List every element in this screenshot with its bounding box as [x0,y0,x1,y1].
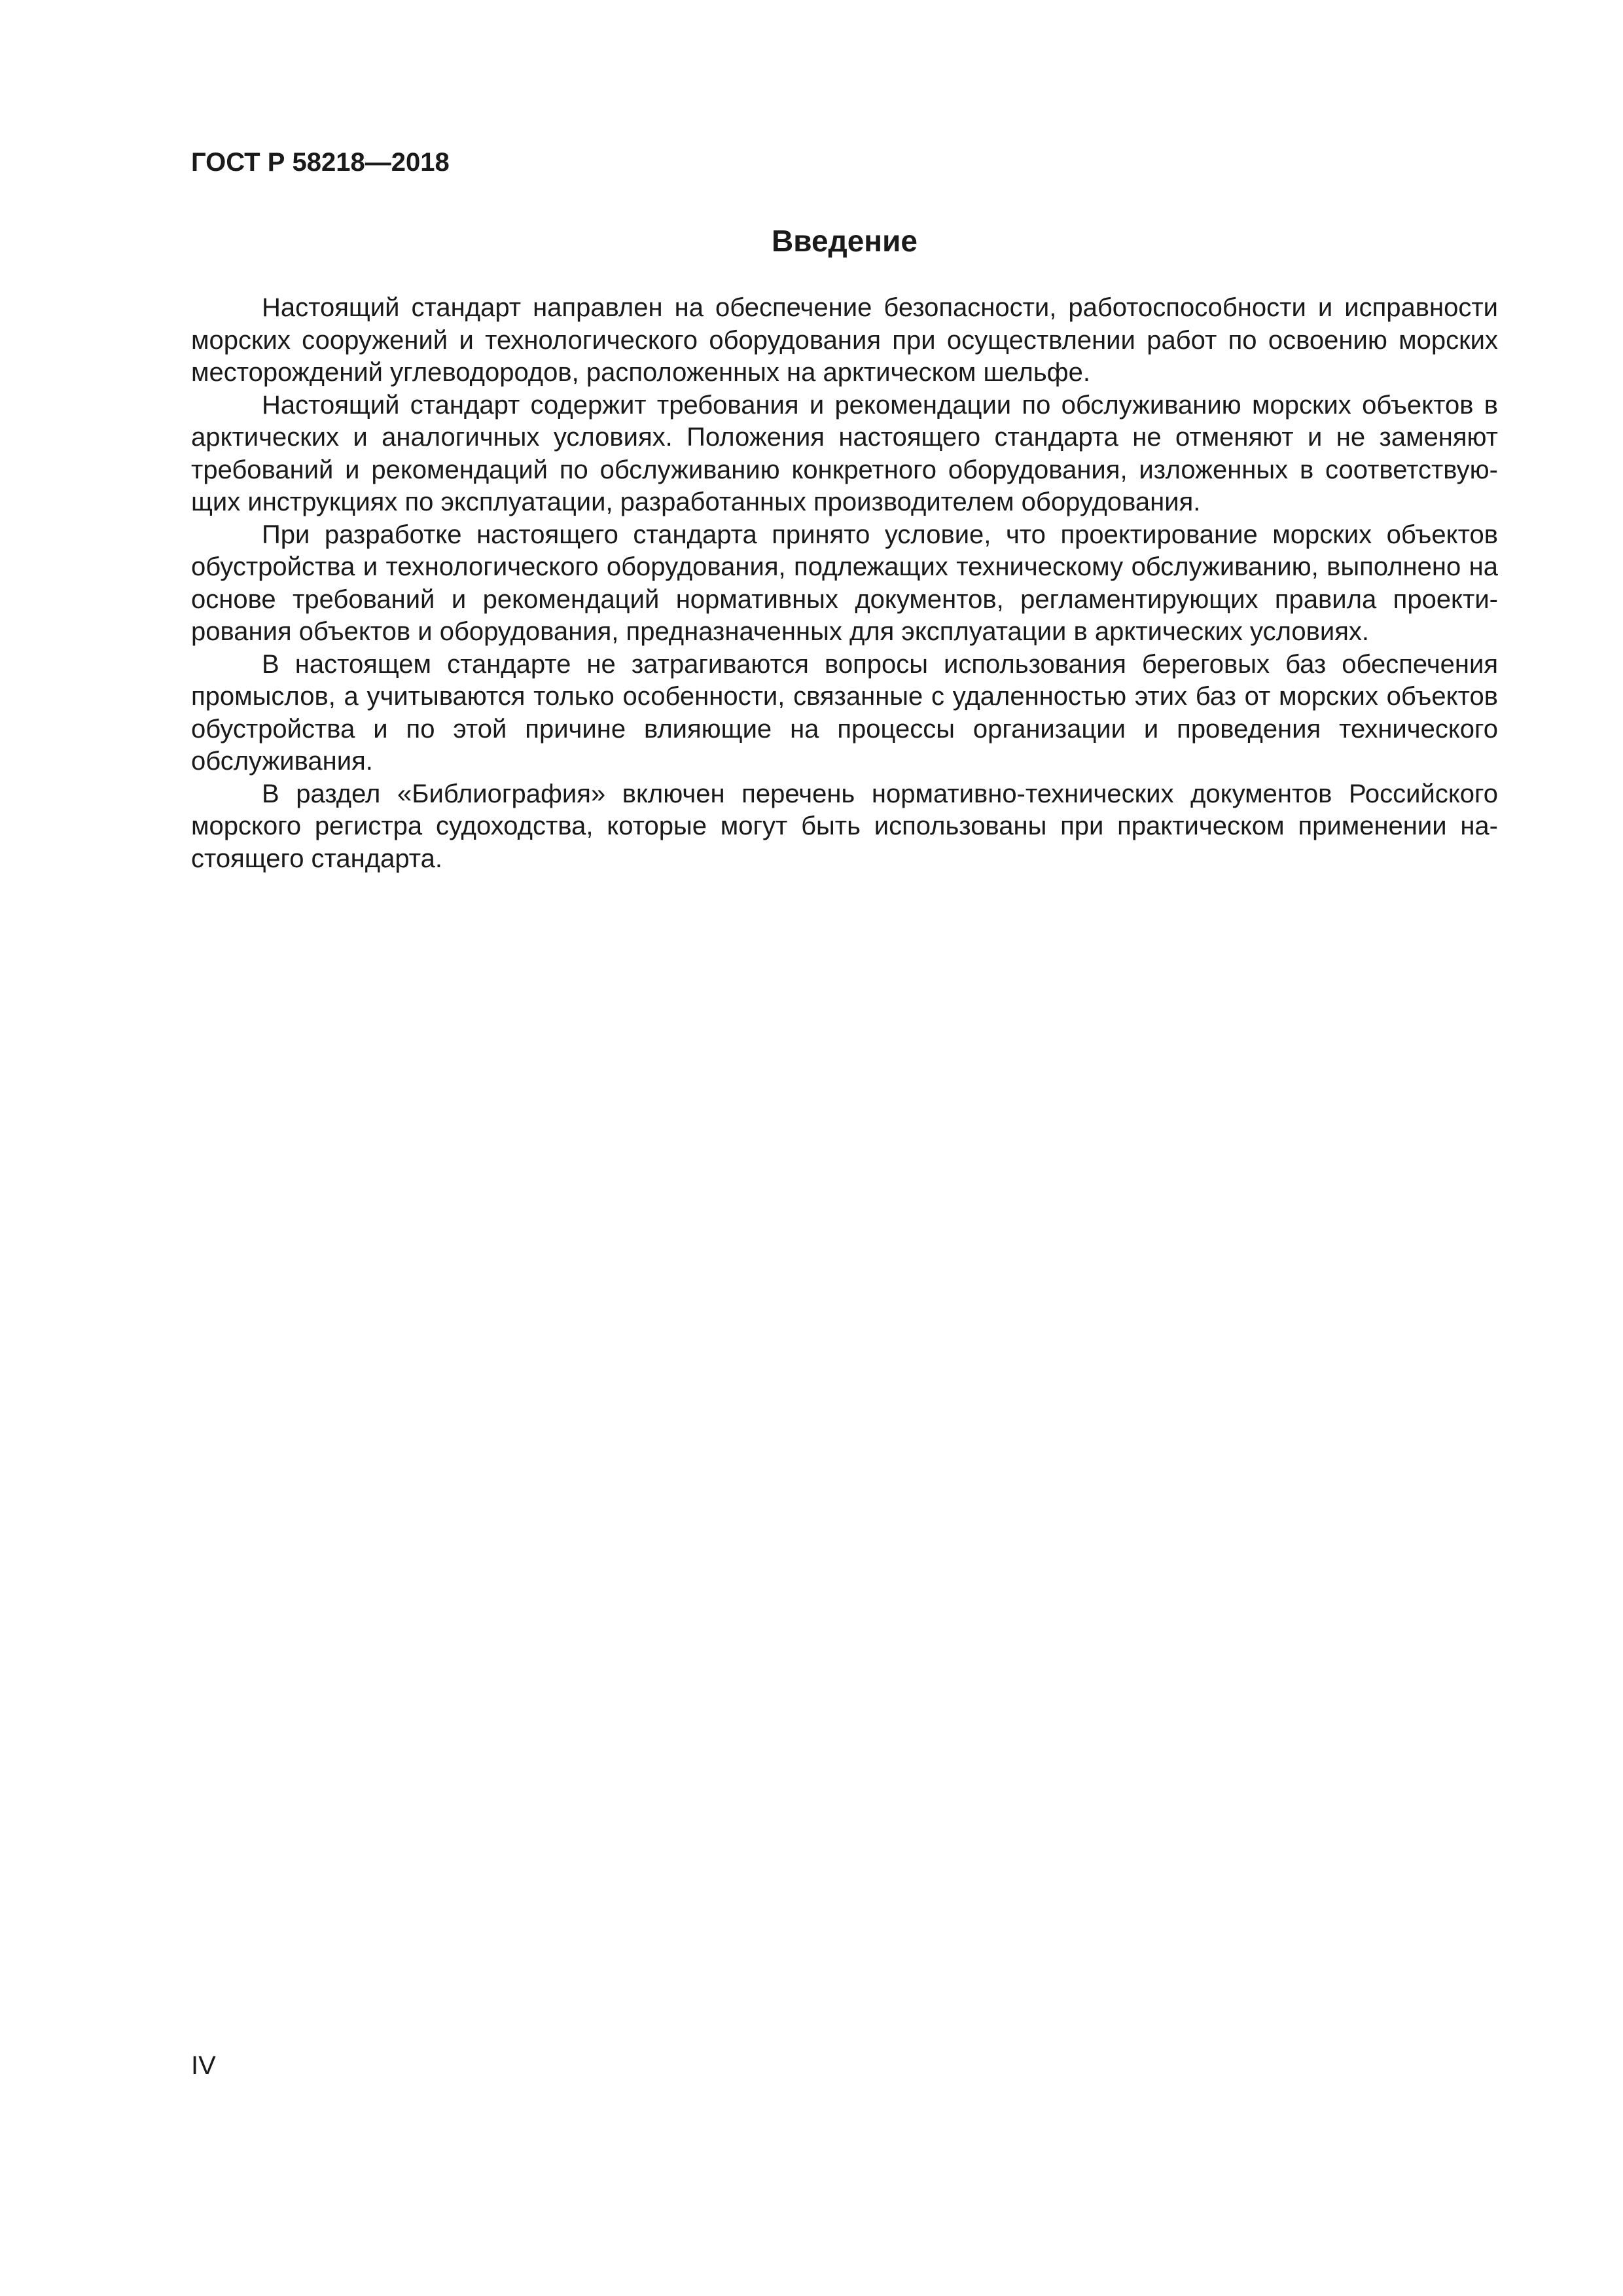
paragraph: Настоящий стандарт направлен на обеспечение безопасности, работоспособности и исправности морских сооружений и технологического оборудования при осуществлении работ по освоению морских месторождений углеводородов, расположенных на арктическом шельфе. [191,293,1498,387]
paragraph: В настоящем стандарте не затрагиваются вопросы использования береговых баз обеспечения промыслов, а учитываются только особенности, связанные с удаленностью этих баз от морских объектов обустройства и по этой причине влияющие на процессы организации и проведения технического обслуживания. [191,649,1498,776]
page-number: IV [191,2051,216,2080]
paragraph: Настоящий стандарт содержит требования и рекомендации по обслуживанию морских объектов в арктических и аналогичных условиях. Положения настоящего стандарта не отменяют и не заменяют требований и рекомендаций по обслуживанию конкретного оборудования, изложенных в соответствующих инструкциях по эксплуатации, разработанных производителем оборудования. [191,390,1498,516]
paragraph: При разработке настоящего стандарта принято условие, что проектирование морских объектов обустройства и технологического оборудования, подлежащих техническому обслуживанию, выполнено на основе требований и рекомендаций нормативных документов, регламентирующих правила проектирования объектов и оборудования, предназначенных для эксплуатации в арктических условиях. [191,520,1498,646]
paragraph: В раздел «Библиография» включен перечень нормативно-технических документов Российского морского регистра судоходства, которые могут быть использованы при практическом применении настоящего стандарта. [191,779,1498,873]
body-text [191,292,1498,875]
document-code: ГОСТ Р 58218—2018 [191,148,450,177]
section-title: Введение [772,224,918,258]
